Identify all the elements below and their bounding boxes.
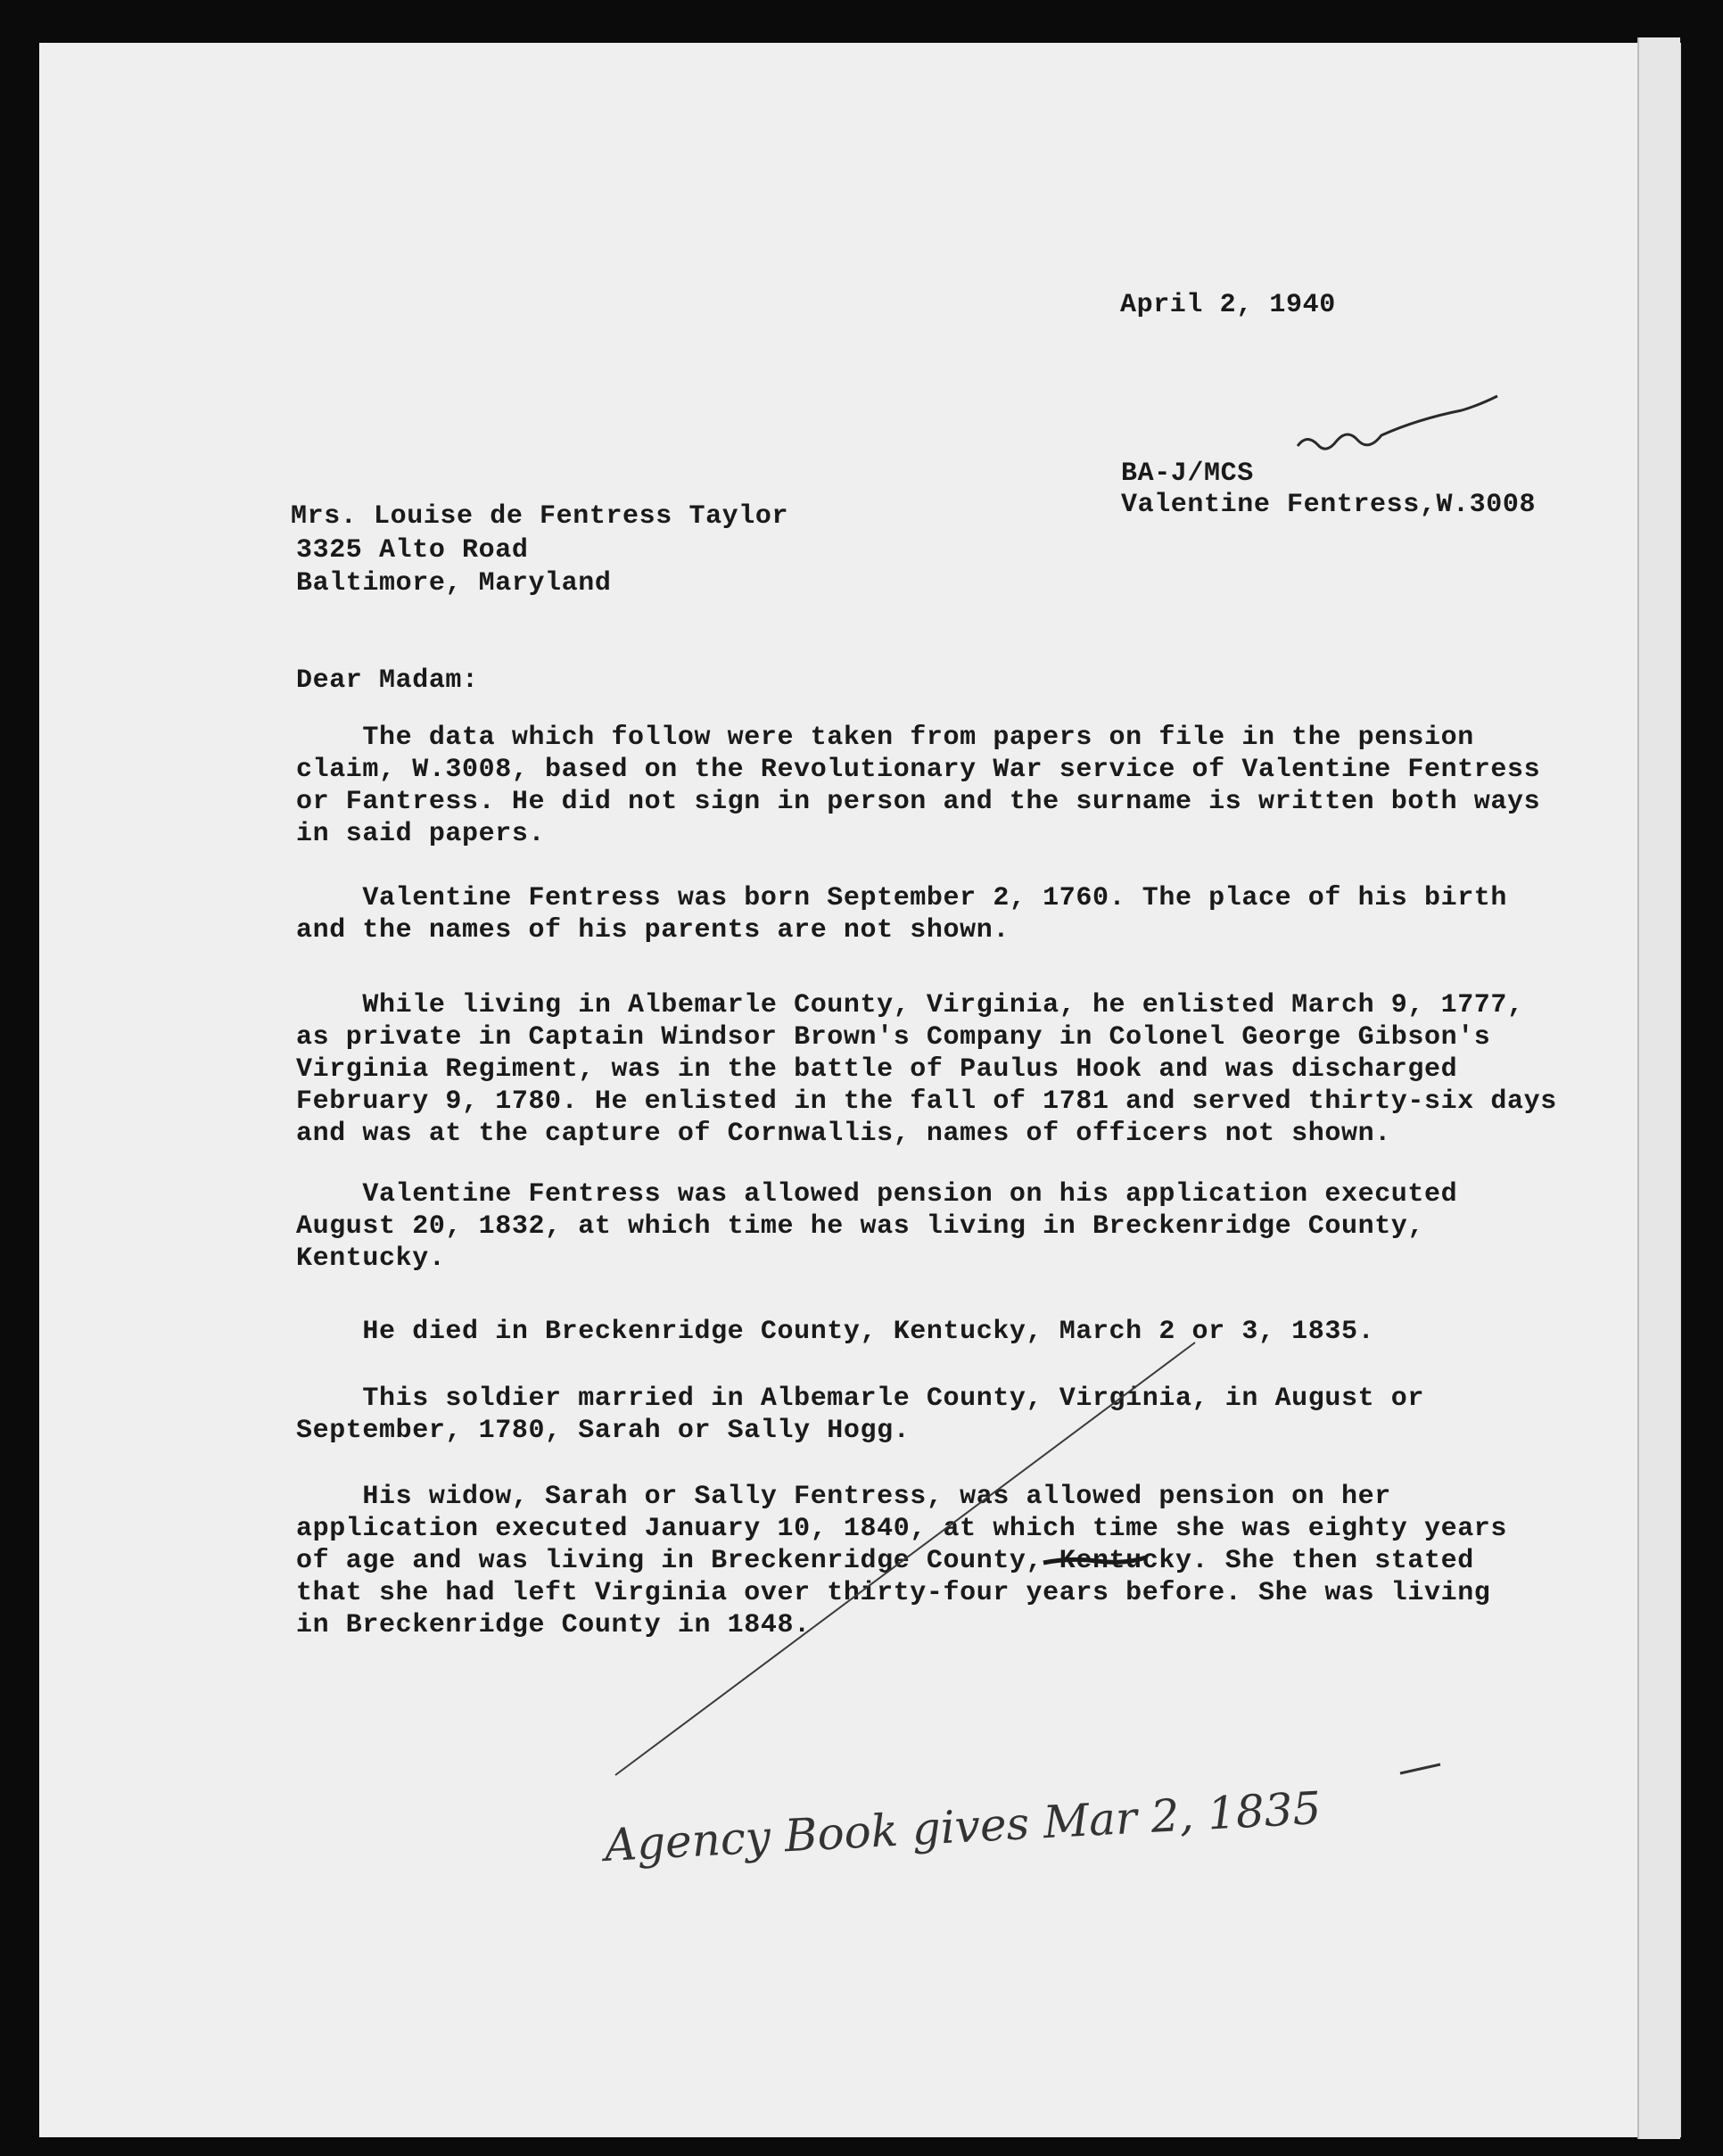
body-line: Valentine Fentress was allowed pension on his application executed xyxy=(296,1179,1458,1210)
recipient-name: Mrs. Louise de Fentress Taylor xyxy=(291,501,789,532)
body-line: and was at the capture of Cornwallis, names of officers not shown. xyxy=(296,1119,1391,1149)
body-line: in said papers. xyxy=(296,819,546,849)
body-line: of age and was living in Breckenridge County, Kentucky. She then stated xyxy=(296,1546,1474,1576)
body-line: His widow, Sarah or Sally Fentress, was allowed pension on her xyxy=(296,1482,1391,1512)
recipient-street: 3325 Alto Road xyxy=(296,535,529,566)
reference-code: BA-J/MCS xyxy=(1121,458,1254,489)
body-line: While living in Albemarle County, Virginia, he enlisted March 9, 1777, xyxy=(296,990,1524,1020)
recipient-city: Baltimore, Maryland xyxy=(296,568,612,599)
body-line: Virginia Regiment, was in the battle of Paulus Hook and was discharged xyxy=(296,1054,1458,1085)
note-dash xyxy=(1400,1764,1440,1773)
body-line: and the names of his parents are not shown. xyxy=(296,915,1010,946)
body-line: claim, W.3008, based on the Revolutionary War service of Valentine Fentress xyxy=(296,755,1541,785)
body-line: February 9, 1780. He enlisted in the fall of 1781 and served thirty-six days xyxy=(296,1086,1557,1117)
strikethrough-mark xyxy=(1043,1557,1146,1563)
margin-stroke xyxy=(615,1342,1195,1775)
body-line: The data which follow were taken from papers on file in the pension xyxy=(296,723,1474,753)
initials-scribble xyxy=(1298,396,1497,449)
handwritten-note: Agency Book gives Mar 2, 1835 xyxy=(603,1781,1323,1871)
body-line: in Breckenridge County in 1848. xyxy=(296,1610,811,1640)
body-line: He died in Breckenridge County, Kentucky, March 2 or 3, 1835. xyxy=(296,1317,1375,1347)
body-line: This soldier married in Albemarle County, Virginia, in August or xyxy=(296,1384,1424,1414)
letter-date: April 2, 1940 xyxy=(1120,290,1336,320)
body-line: August 20, 1832, at which time he was living in Breckenridge County, xyxy=(296,1211,1424,1242)
body-line: or Fantress. He did not sign in person and the surname is written both ways xyxy=(296,787,1541,817)
body-line: that she had left Virginia over thirty-four years before. She was living xyxy=(296,1578,1491,1608)
body-line: Valentine Fentress was born September 2, 1760. The place of his birth xyxy=(296,883,1508,913)
body-line: Kentucky. xyxy=(296,1243,446,1274)
reference-subject: Valentine Fentress,W.3008 xyxy=(1121,490,1537,520)
salutation: Dear Madam: xyxy=(296,665,479,696)
body-line: September, 1780, Sarah or Sally Hogg. xyxy=(296,1416,911,1446)
body-line: as private in Captain Windsor Brown's Company in Colonel George Gibson's xyxy=(296,1022,1491,1053)
body-line: application executed January 10, 1840, at which time she was eighty years xyxy=(296,1514,1508,1544)
